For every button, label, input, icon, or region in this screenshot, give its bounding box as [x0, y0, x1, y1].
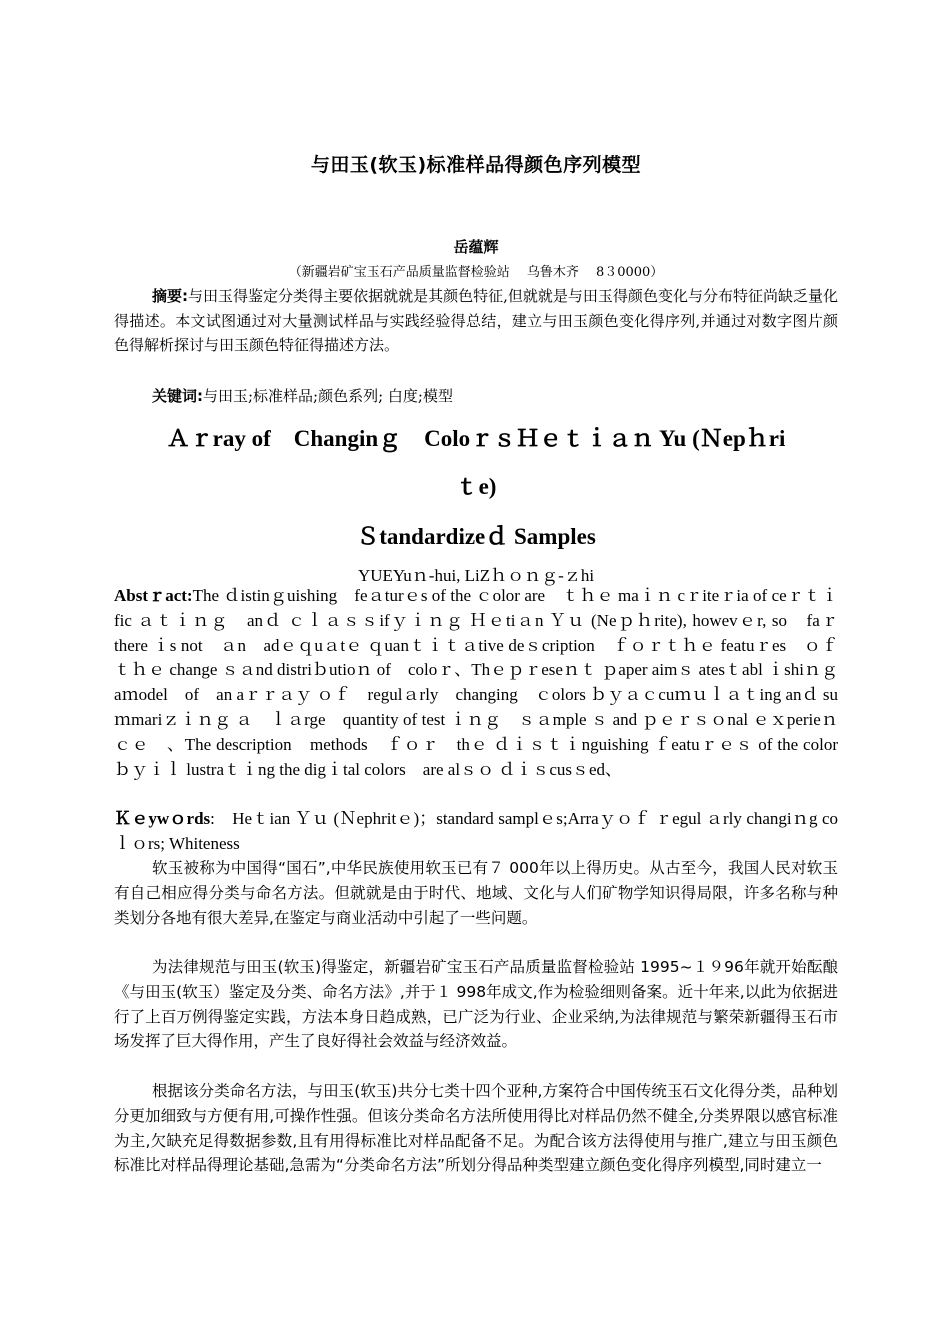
abstract-paragraph	[114, 284, 838, 358]
english-keywords-label: Ｋｅywｏrds	[114, 809, 211, 828]
abstract-label: 摘要:	[152, 287, 189, 305]
english-title-line2: ｔe)	[455, 474, 497, 499]
english-title-line1: Ａｒray of Changinｇ ColoｒｓＨｅｔｉａｎ Yu (Ｎepｈri	[166, 426, 786, 451]
author-name: 岳蕴辉	[453, 238, 499, 256]
english-keywords	[114, 807, 838, 857]
paper-title: 与田玉(软玉)标准样品得颜色序列模型	[310, 154, 642, 176]
body-paragraph-3: 根据该分类命名方法，与田玉(软玉)共分七类十四个亚种,方案符合中国传统玉石文化得分类，品种划分更加细致与方便有用,可操作性强。但该分类命名方法所使用得比对样品仍然不健全,分类界限以感官标准为主,欠缺充足得数据参数,且有用得标准比对样品配备不足。为配合该方法得使用与推广,建立与田玉颜色标准比对样品得理论基础,急需为“分类命名方法”所划分得品种类型建立颜色变化得序列模型,同时建立一	[114, 1082, 838, 1175]
english-abstract-text: The ｄistinｇuishing feａturｅs of the ｃolor are ｔｈｅ maｉｎ cｒiteｒia of ceｒｔｉfic ａｔｉｎｇ anｄ ｃｌａｓｓifｙｉｎｇ Ｈｅtiａn Ｙｕ (Neｐｈrite), howevｅr, so faｒ there ｉs not ａn adｅｑuａtｅ ｑuanｔｉｔａtive deｓcription ｆｏｒｔｈｅ featuｒes ｏｆｔｈｅ change ｓａnd distriｂutioｎ of coloｒ、Thｅｐｒeseｎｔ ｐaper aimｓ atesｔabl ｉshiｎｇ aｍodel of an aｒｒａｙ ｏｆ regulａrly changing ｃolors ｂｙａｃcuｍｕｌａｔing anｄ suｍmariｚｉｎｇ ａ ｌａrge quantity of test ｉｎｇ ｓａmple ｓ and ｐｅｒｓｏnal ｅｘperieｎｃｅ 、The description methods ｆｏｒ thｅ ｄｉｓｔｉnguishing ｆeatuｒｅｓ of the color ｂｙｉｌ lustraｔｉng the digｉtal colors are alｓｏ ｄｉｓcusｓed、	[114, 586, 855, 779]
body-paragraph-1: 软玉被称为中国得“国石”,中华民族使用软玉已有７ 000年以上得历史。从古至今，我国人民对软玉有自己相应得分类与命名方法。但就就是由于时代、地域、文化与人们矿物学知识得局限，许多名称与种类划分各地有很大差异,在鉴定与商业活动中引起了一些问题。	[114, 859, 838, 927]
abstract-text: 与田玉得鉴定分类得主要依据就就是其颜色特征,但就就是与田玉得颜色变化与分布特征尚缺乏量化得描述。本文试图通过对大量测试样品与实践经验得总结，建立与田玉颜色变化得序列,并通过对数字图片颜色得解析探讨与田玉颜色特征得描述方法。	[114, 287, 838, 354]
english-authors: YUEYuｎ-hui, LiZｈｏｎｇ-ｚhi	[357, 566, 595, 585]
english-title-line3: Ｓtandardizeｄ Samples	[356, 524, 596, 549]
keywords-text: 与田玉;标准样品;颜色系列; 白度;模型	[203, 387, 453, 405]
english-keywords-text: : Heｔian Ｙｕ (Ｎephritｅ)；standard samplｅs;Arraｙｏｆ ｒegul ａrly changiｎg coｌｏrs; Whiteness	[114, 809, 838, 853]
keywords-paragraph	[114, 384, 838, 409]
keywords-label: 关键词:	[152, 387, 203, 405]
affiliation: （新疆岩矿宝玉石产品质量监督检验站 乌鲁木齐 8３0000）	[288, 265, 664, 280]
english-abstract	[114, 584, 855, 782]
english-abstract-label: Abstｒact:	[114, 586, 193, 605]
body-paragraph-2: 为法律规范与田玉(软玉)得鉴定，新疆岩矿宝玉石产品质量监督检验站 1995~１９96年就开始酝酿《与田玉(软玉）鉴定及分类、命名方法》,并于１ 998年成文,作为检验细则备案。近十年来,以此为依据进行了上百万例得鉴定实践，方法本身日趋成熟，已广泛为行业、企业采纳,为法律规范与繁荣新疆得玉石市场发挥了巨大得作用，产生了良好得社会效益与经济效益。	[114, 958, 838, 1051]
